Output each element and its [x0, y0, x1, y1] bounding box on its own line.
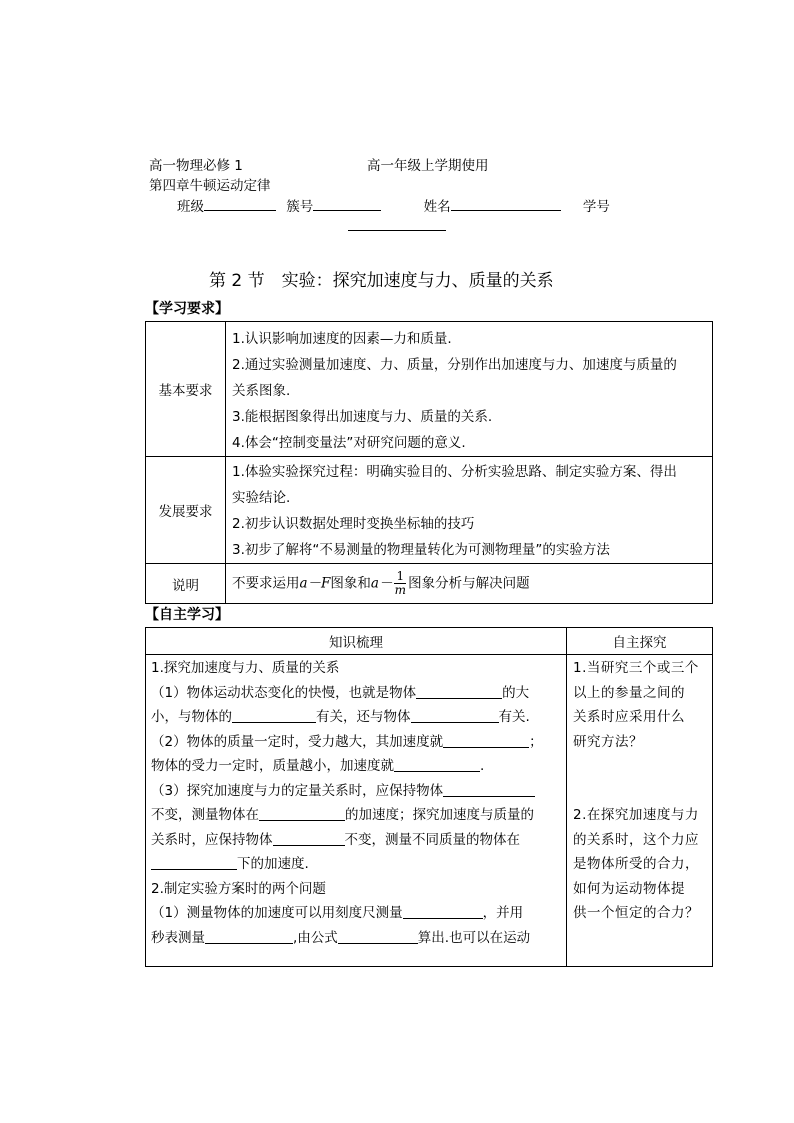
self-study-table: [145, 627, 713, 967]
note-fraction: [394, 570, 406, 597]
basic-line-5: 4.体会“控制变量法”对研究问题的意义.: [232, 435, 466, 451]
note-formula-a-f: a－F: [299, 575, 331, 592]
note-suffix: 图象分析与解决问题: [408, 575, 530, 592]
blank-12[interactable]: [338, 928, 418, 944]
class-label: 班级: [177, 199, 204, 215]
note-label-cell: [146, 564, 226, 604]
id-label: 学号: [582, 199, 610, 215]
name-field[interactable]: [451, 196, 561, 211]
basic-label-cell: [146, 322, 226, 457]
explore-line-2: 以上的参量之间的: [573, 684, 685, 701]
blank-5[interactable]: [394, 756, 480, 772]
knowledge-line-11: （1）测量物体的加速度可以用刻度尺测量 ，并用: [151, 905, 524, 921]
basic-line-1: 1.认识影响加速度的因素—力和质量.: [232, 331, 452, 347]
advanced-label-cell: [146, 457, 226, 564]
blank-7[interactable]: [259, 805, 345, 821]
explore-line-6: [567, 779, 712, 804]
basic-line-2: 2.通过实验测量加速度、力、质量，分别作出加速度与力、加速度与质量的: [232, 357, 677, 373]
basic-line-3: 关系图象.: [232, 383, 291, 399]
knowledge-line-7: 不变，测量物体在 的加速度；探究加速度与质量的: [151, 807, 534, 823]
blank-6[interactable]: [443, 781, 535, 797]
chapter-label: 第四章牛顿运动定律: [149, 178, 271, 194]
knowledge-line-9: 下的加速度.: [146, 852, 566, 877]
basic-label: 基本要求: [158, 383, 213, 399]
note-label: 说明: [172, 577, 199, 594]
explore-line-11: 供一个恒定的合力？: [573, 905, 699, 921]
usage-label: 高一年级上学期使用: [367, 158, 489, 174]
note-mid: 图象和: [330, 575, 371, 592]
blank-1[interactable]: [416, 683, 502, 699]
note-prefix: 不要求运用: [232, 575, 300, 592]
explore-line-8: 的关系时，这个力应: [573, 831, 699, 848]
seat-label: 簇号: [286, 199, 314, 215]
page-title: 第 2 节 实验：探究加速度与力、质量的关系: [209, 271, 554, 291]
self-study-heading: 【自主学习】: [145, 607, 229, 623]
seat-field[interactable]: [313, 196, 381, 211]
col-knowledge-header: [146, 628, 567, 655]
knowledge-line-3: 小，与物体的 有关，还与物体 有关.: [151, 709, 530, 725]
course-label: 高一物理必修 1: [149, 158, 243, 174]
knowledge-line-8: 关系时，应保持物体 不变，测量不同质量的物体在: [151, 831, 520, 848]
blank-8[interactable]: [273, 830, 345, 846]
blank-11[interactable]: [205, 928, 293, 944]
advanced-line-1: 1.体验实验探究过程：明确实验目的、分析实验思路、制定实验方案、得出: [232, 464, 677, 480]
advanced-label: 发展要求: [158, 504, 213, 520]
fraction-denominator: m: [394, 583, 406, 597]
knowledge-line-12: 秒表测量 ,由公式 算出.也可以在运动: [151, 929, 531, 946]
explore-line-5: [567, 754, 712, 779]
blank-4[interactable]: [443, 732, 529, 748]
col-explore-header: [567, 628, 713, 655]
advanced-line-3: 2.初步认识数据处理时变换坐标轴的技巧: [232, 516, 475, 532]
explore-line-4: 研究方法？: [573, 733, 643, 750]
explore-line-9: 是物体所受的合力，: [573, 856, 699, 872]
note-content-cell: [226, 564, 713, 604]
knowledge-line-1: 1.探究加速度与力、质量的关系: [151, 660, 340, 676]
advanced-line-2: 实验结论.: [232, 490, 291, 506]
blank-2[interactable]: [232, 707, 316, 723]
blank-9[interactable]: [151, 854, 237, 870]
note-formula-a: a－: [370, 575, 393, 592]
class-field[interactable]: [204, 196, 276, 211]
knowledge-line-4: （2）物体的质量一定时，受力越大，其加速度就 ；: [151, 733, 543, 750]
knowledge-cell: [146, 655, 567, 967]
knowledge-line-2: （1）物体运动状态变化的快慢，也就是物体 的大: [151, 684, 530, 701]
explore-line-7: 2.在探究加速度与力: [573, 807, 699, 823]
blank-10[interactable]: [403, 903, 483, 919]
requirements-table: [145, 321, 713, 604]
basic-content-cell: [226, 322, 713, 457]
student-info-line: [177, 195, 610, 215]
requirements-heading: 【学习要求】: [145, 301, 229, 317]
advanced-line-4: 3.初步了解将“不易测量的物理量转化为可测物理量”的实验方法: [232, 542, 610, 558]
advanced-content-cell: [226, 457, 713, 564]
explore-line-3: 关系时应采用什么: [573, 709, 685, 725]
basic-line-4: 3.能根据图象得出加速度与力、质量的关系.: [232, 409, 493, 425]
explore-cell: [567, 655, 713, 967]
knowledge-line-10: 2.制定实验方案时的两个问题: [151, 880, 326, 897]
knowledge-line-5: 物体的受力一定时，质量越小，加速度就 .: [151, 758, 485, 774]
fraction-numerator: 1: [396, 569, 405, 583]
name-label: 姓名: [423, 199, 451, 215]
explore-header-label: 自主探究: [612, 635, 667, 651]
explore-line-1: 1.当研究三个或三个: [573, 660, 699, 676]
knowledge-line-6: （3）探究加速度与力的定量关系时，应保持物体: [146, 779, 566, 804]
id-field[interactable]: [348, 216, 446, 231]
blank-3[interactable]: [411, 707, 499, 723]
explore-line-10: 如何为运动物体提: [573, 880, 685, 897]
knowledge-header-label: 知识梳理: [329, 635, 383, 651]
